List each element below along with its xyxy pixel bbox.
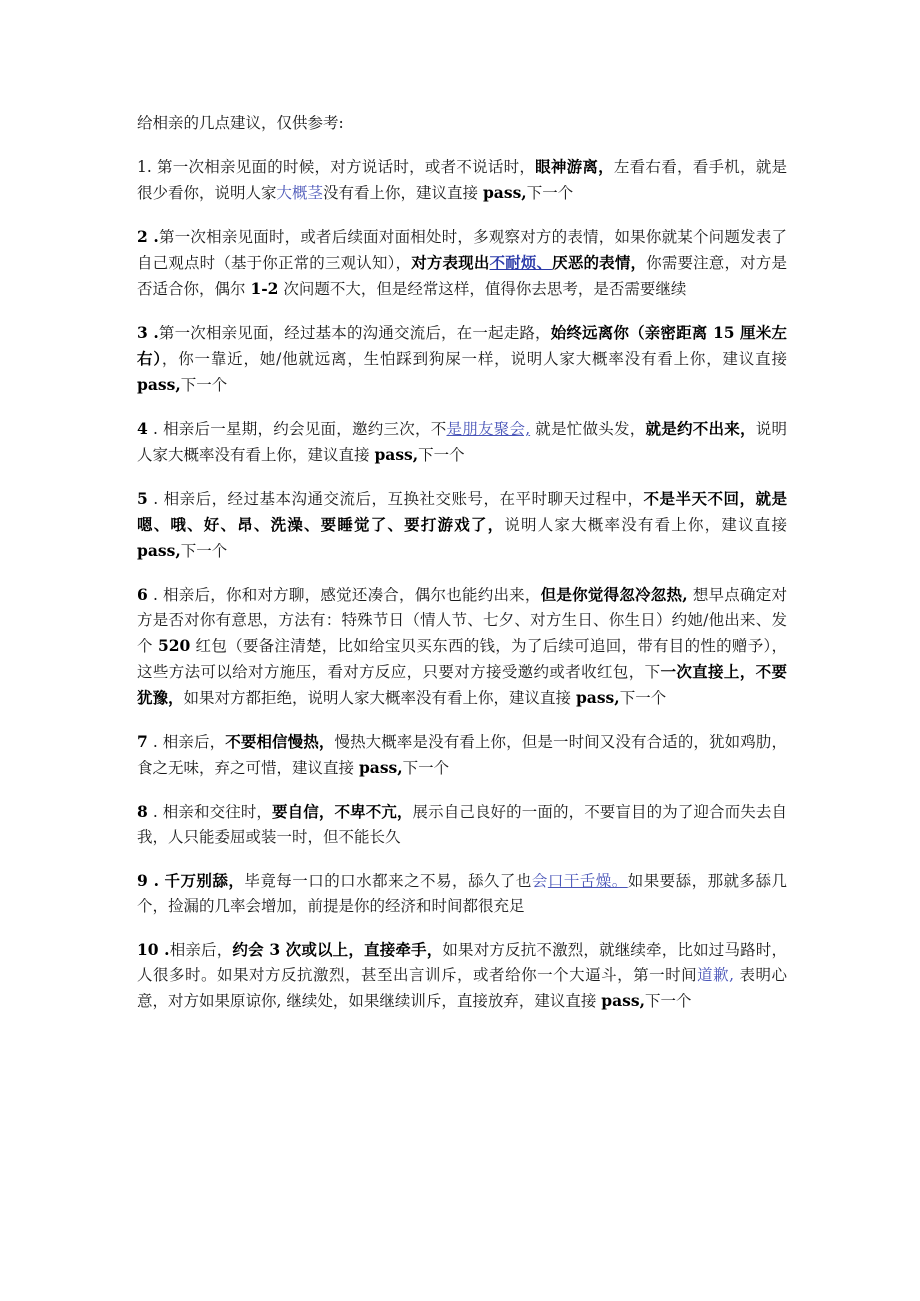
item-emphasis: 眼神游离， bbox=[535, 157, 614, 176]
item-text: 展示自己良好的一面的，不要盲目的为了迎合而失去自我，人只能委屈或装一时，但不能长久 bbox=[137, 803, 787, 846]
item-text: 第一次相亲见面，经过基本的沟通交流后，在一起走路， bbox=[158, 324, 551, 342]
item-emphasis: pass, bbox=[575, 688, 620, 707]
item-emphasis: pass, bbox=[601, 991, 646, 1010]
list-item-9 bbox=[137, 868, 787, 919]
item-text: 说明人家大概率没有看上你，建议直接 bbox=[504, 516, 787, 534]
item-text: 红包（要备注清楚，比如给宝贝买东西的钱，为了后续可追回，带有目的性的赠予），这些方法可以给对方施压，看对方反应，只要对方接受邀约或者收红包，下 bbox=[137, 637, 787, 681]
item-text: 没有看上你，建议直接 bbox=[323, 184, 483, 202]
item-link[interactable]: 不耐烦、 bbox=[489, 253, 553, 272]
list-item-3 bbox=[137, 320, 787, 398]
item-text: 第一次相亲见面时，或者后续面对面相处时，多观察对方的表情，如果你就某个问题发表了自己观点时（基于你正常的三观认知）， bbox=[137, 228, 788, 272]
item-emphasis: pass, bbox=[358, 758, 403, 777]
item-text: 如果对方反抗不激烈，就继续牵，比如过马路时，人很多时。如果对方反抗激烈，甚至出言训斥，或者给你一个大逼斗，第一时间 bbox=[137, 941, 787, 984]
item-text: 下一个 bbox=[619, 689, 667, 707]
item-text: 下一个 bbox=[180, 542, 228, 560]
item-text: 下一个 bbox=[402, 759, 450, 777]
item-emphasis: 要自信，不卑不亢， bbox=[272, 802, 413, 821]
item-text: 你需要注意，对方是否适合你，偶尔 bbox=[137, 254, 787, 298]
item-link[interactable]: 会 bbox=[531, 872, 548, 890]
list-item-8 bbox=[137, 799, 787, 850]
item-emphasis: 不要相信慢热， bbox=[225, 732, 335, 751]
item-text: 毕竟每一口的口水都来之不易，舔久了也 bbox=[244, 872, 532, 890]
intro-text: 给相亲的几点建议，仅供参考: bbox=[137, 114, 344, 132]
item-text: . 相亲后， bbox=[147, 733, 226, 751]
list-item-1 bbox=[137, 154, 787, 206]
item-emphasis: 厌恶的表情， bbox=[552, 253, 647, 272]
item-text: . 相亲后一星期，约会见面，邀约三次，不 bbox=[147, 420, 447, 438]
item-emphasis: 始终远离你（亲密距离 15 厘米左右） bbox=[137, 323, 787, 368]
list-item-5 bbox=[137, 486, 787, 564]
item-number: 3 . bbox=[137, 323, 159, 342]
item-emphasis: pass, bbox=[374, 445, 419, 464]
list-item-4 bbox=[137, 416, 787, 468]
item-link[interactable]: 是朋友聚会, bbox=[446, 420, 531, 438]
item-text: 左看右看，看手机，就是很少看你，说明人家 bbox=[137, 158, 787, 202]
item-text: 1. 第一次相亲见面的时候，对方说话时，或者不说话时， bbox=[137, 158, 536, 176]
item-text: . 相亲后，你和对方聊，感觉还凑合，偶尔也能约出来， bbox=[147, 586, 541, 604]
item-emphasis: pass, bbox=[137, 541, 181, 560]
item-emphasis: 约会 3 次或以上，直接牵手， bbox=[232, 940, 443, 959]
item-text: 下一个 bbox=[180, 376, 228, 394]
item-number: 6 bbox=[137, 585, 148, 604]
item-number: 2 . bbox=[137, 227, 159, 246]
item-link[interactable]: 大概茎 bbox=[276, 184, 324, 202]
item-text: 如果要舔，那就多舔几个，捡漏的几率会增加，前提是你的经济和时间都很充足 bbox=[137, 872, 787, 915]
item-emphasis: 不是半天不回，就是嗯、哦、好、昂、洗澡、要睡觉了、要打游戏了， bbox=[137, 489, 787, 534]
document-body bbox=[137, 111, 787, 1032]
item-text: 相亲后， bbox=[169, 941, 233, 959]
item-text: 下一个 bbox=[526, 184, 574, 202]
item-emphasis: 就是约不出来， bbox=[645, 419, 756, 438]
item-text: 想早点确定对方是否对你有意思，方法有：特殊节日（情人节、七夕、对方生日、你生日）约她/他出来、发个 bbox=[137, 586, 787, 655]
item-text: 慢热大概率是没有看上你，但是一时间又没有合适的，犹如鸡肋，食之无味，弃之可惜，建议直接 bbox=[137, 733, 787, 777]
item-emphasis: 但是你觉得忽冷忽热, bbox=[540, 585, 688, 604]
item-text: 次问题不大，但是经常这样，值得你去思考，是否需要继续 bbox=[278, 280, 687, 298]
item-number: 7 bbox=[137, 732, 148, 751]
item-text: 表明心意，对方如果原谅你, 继续处，如果继续训斥，直接放弃，建议直接 bbox=[137, 966, 787, 1010]
item-emphasis: pass, bbox=[137, 375, 181, 394]
item-text: 就是忙做头发， bbox=[530, 420, 646, 438]
item-text: ，你一靠近，她/他就远离，生怕踩到狗屎一样，说明人家大概率没有看上你，建议直接 bbox=[161, 350, 787, 368]
item-text: 说明人家大概率没有看上你，建议直接 bbox=[137, 420, 787, 464]
list-item-7 bbox=[137, 729, 787, 781]
item-emphasis: 520 bbox=[157, 636, 191, 655]
item-number: 8 bbox=[137, 802, 148, 821]
item-link[interactable]: 口干舌燥。 bbox=[547, 872, 628, 890]
item-text: 下一个 bbox=[645, 992, 692, 1010]
item-text: . 相亲和交往时， bbox=[147, 803, 273, 821]
list-item-2 bbox=[137, 224, 787, 302]
list-item-10 bbox=[137, 937, 787, 1014]
item-text: 下一个 bbox=[418, 446, 465, 464]
item-emphasis: 1-2 bbox=[250, 279, 279, 298]
item-emphasis: 千万别舔， bbox=[164, 871, 245, 890]
item-number: 10 . bbox=[137, 940, 170, 959]
item-emphasis: 一次直接上，不要犹豫， bbox=[137, 662, 787, 707]
item-text: . 相亲后，经过基本沟通交流后，互换社交账号，在平时聊天过程中， bbox=[147, 490, 644, 508]
item-text: 如果对方都拒绝，说明人家大概率没有看上你，建议直接 bbox=[183, 689, 576, 707]
item-link[interactable]: 道歉, bbox=[697, 966, 735, 984]
item-number: 9 . bbox=[137, 871, 160, 890]
item-number: 4 bbox=[137, 419, 148, 438]
item-emphasis: pass, bbox=[482, 183, 527, 202]
item-emphasis: 对方表现出 bbox=[411, 253, 490, 272]
item-number: 5 bbox=[137, 489, 148, 508]
list-item-6 bbox=[137, 582, 787, 711]
